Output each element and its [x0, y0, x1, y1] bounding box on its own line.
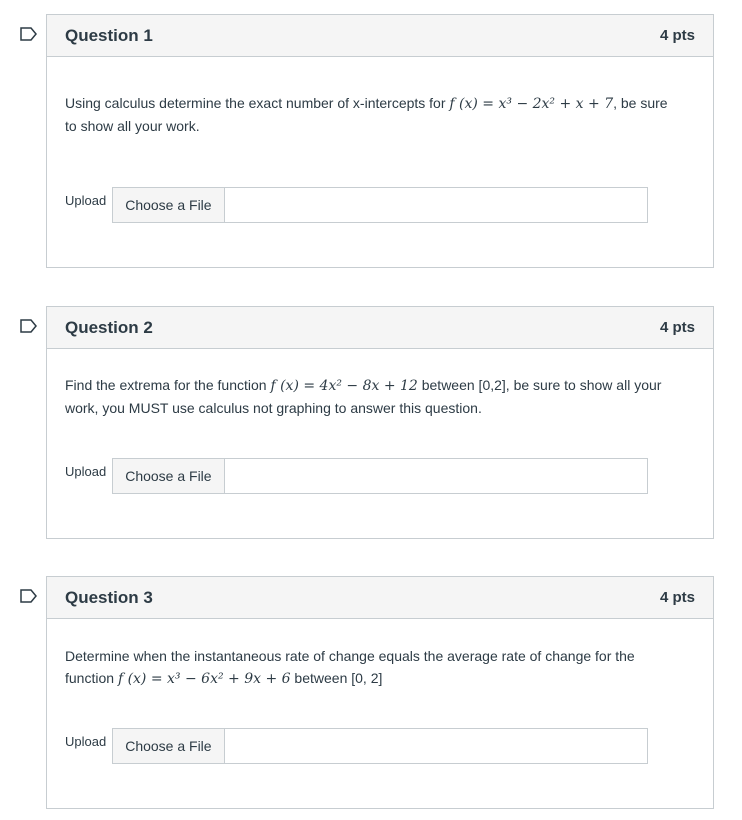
question-text-after: between [0, 2]	[290, 670, 383, 686]
question-text-after: , be sure to show all your work.	[65, 95, 668, 134]
question-points: 4 pts	[659, 319, 695, 336]
file-upload-field[interactable]	[112, 458, 648, 494]
question-text	[65, 619, 665, 690]
question-header	[47, 15, 713, 57]
upload-row	[65, 187, 648, 223]
flag-question-icon[interactable]	[20, 27, 38, 41]
question-text	[65, 57, 675, 137]
question-title: Question 2	[65, 317, 153, 337]
question-header	[47, 577, 713, 619]
choose-file-button[interactable]: Choose a File	[113, 459, 224, 493]
question-title: Question 3	[65, 587, 153, 607]
upload-label: Upload	[65, 734, 107, 749]
math-expression: f (x) = x³ − 6x² + 9x + 6	[117, 671, 291, 687]
question-text-before: Determine when the instantaneous rate of change equals the average rate of change for the function	[65, 648, 635, 686]
question-text-before: Find the extrema for the function	[65, 377, 271, 393]
question-title: Question 1	[65, 25, 153, 45]
choose-file-button[interactable]: Choose a File	[113, 729, 224, 763]
upload-row	[65, 728, 648, 764]
file-upload-field[interactable]	[112, 728, 648, 764]
question-1	[46, 14, 714, 268]
file-upload-field[interactable]	[112, 187, 648, 223]
question-text-before: Using calculus determine the exact number of x-intercepts for	[65, 95, 450, 111]
choose-file-button[interactable]: Choose a File	[113, 188, 224, 222]
flag-question-icon[interactable]	[20, 589, 38, 603]
question-3	[46, 576, 714, 809]
question-text-after: between [0,2], be sure to show all your work, you MUST use calculus not graphing to answer this question.	[65, 377, 662, 416]
flag-question-icon[interactable]	[20, 319, 38, 333]
question-2	[46, 306, 714, 539]
upload-label: Upload	[65, 464, 107, 479]
question-header	[47, 307, 713, 349]
math-expression: f (x) = x³ − 2x² + x + 7	[449, 96, 614, 112]
upload-row	[65, 458, 648, 494]
question-points: 4 pts	[659, 27, 695, 44]
math-expression: f (x) = 4x² − 8x + 12	[270, 378, 418, 394]
upload-label: Upload	[65, 193, 107, 208]
question-text	[65, 349, 695, 419]
question-points: 4 pts	[659, 589, 695, 606]
